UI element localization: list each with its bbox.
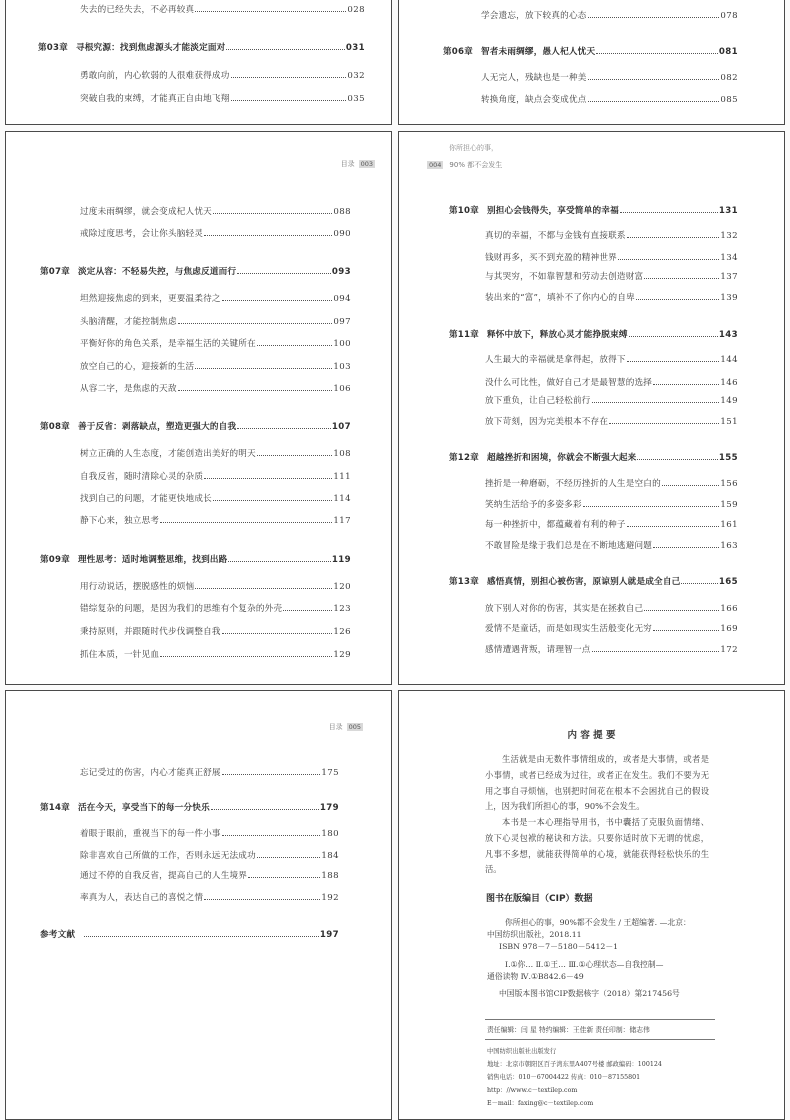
divider xyxy=(485,1039,715,1040)
cip-entry: 中国纺织出版社，2018.11 xyxy=(487,930,582,939)
toc-entry: 放下别人对你的伤害，其实是在拯救自己 166 xyxy=(485,604,738,614)
toc-entry: 放下苛刻，因为完美根本不存在 151 xyxy=(485,417,738,427)
toc-chapter: 第08章 善于反省：剥落缺点，塑造更强大的自我 107 xyxy=(40,422,351,432)
editor-credits: 责任编辑：闫 星 特约编辑：王佳新 责任印制：储志伟 xyxy=(487,1026,650,1034)
page-toc-4 xyxy=(398,131,785,685)
toc-entry: 找到自己的问题，才能更快地成长 114 xyxy=(80,494,351,504)
toc-chapter: 参考文献 197 xyxy=(40,930,339,940)
toc-entry: 率真为人，表达自己的喜悦之情 192 xyxy=(80,893,339,903)
toc-entry: 戒除过度思考，会让你头脑轻灵 090 xyxy=(80,229,351,239)
publisher-info: E－mail：faxing@c－textilep.com xyxy=(487,1100,594,1107)
publisher-info: 地址：北京市朝阳区百子湾东里A407号楼 邮政编码：100124 xyxy=(487,1061,662,1068)
toc-chapter: 第09章 理性思考：适时地调整思维，找到出路 119 xyxy=(40,555,351,565)
cip-entry: ISBN 978－7－5180－5412－1 xyxy=(499,942,619,951)
toc-chapter: 第07章 淡定从容：不轻易失控，与焦虑反道而行 093 xyxy=(40,267,351,277)
toc-entry: 挫折是一种磨砺，不经历挫折的人生是空白的 156 xyxy=(485,479,738,489)
publisher-info: 中国纺织出版社出版发行 xyxy=(487,1048,557,1055)
toc-entry: 不敢冒险是缘于我们总是在不断地逃避问题 163 xyxy=(485,541,738,551)
header-page-number: 004 xyxy=(429,161,442,169)
toc-chapter: 第13章 感悟真情，别担心被伤害，原谅别人就是成全自己 165 xyxy=(449,577,738,587)
toc-entry: 通过不停的自我反省，提高自己的人生境界 188 xyxy=(80,871,339,881)
toc-entry: 过度未雨绸缪，就会变成杞人忧天 088 xyxy=(80,207,351,217)
publisher-info: http：//www.c－textilep.com xyxy=(487,1087,578,1094)
page-toc-3 xyxy=(5,131,392,685)
toc-entry: 突破自我的束缚，才能真正自由地飞翔 035 xyxy=(80,94,365,104)
running-header-sub: 004 90% 都不会发生 xyxy=(429,161,503,169)
toc-entry: 人生最大的幸福就是拿得起，放得下 144 xyxy=(485,355,738,365)
toc-entry: 坦然迎接焦虑的到来，更要温柔待之 094 xyxy=(80,294,351,304)
toc-entry: 从容二字，是焦虑的天敌 106 xyxy=(80,384,351,394)
toc-entry: 钱财再多，买不到充盈的精神世界 134 xyxy=(485,253,738,263)
toc-entry: 忘记受过的伤害，内心才能真正舒展 175 xyxy=(80,768,339,778)
toc-entry: 装出来的“富”，填补不了你内心的自卑 139 xyxy=(485,293,738,303)
toc-entry: 感情遭遇背叛，请理智一点 172 xyxy=(485,645,738,655)
cip-entry: 你所担心的事，90%都不会发生 / 王超编著. —北京： xyxy=(505,918,691,927)
toc-entry: 真切的幸福，不都与金钱有直接联系 132 xyxy=(485,231,738,241)
summary-title: 内 容 提 要 xyxy=(567,730,616,741)
divider xyxy=(485,1019,715,1020)
toc-entry: 静下心来，独立思考 117 xyxy=(80,516,351,526)
toc-chapter: 第06章 智者未雨绸缪，愚人杞人忧天 081 xyxy=(443,47,738,57)
page-copyright xyxy=(398,690,785,1120)
toc-entry: 勇敢向前，内心软弱的人很难获得成功 032 xyxy=(80,71,365,81)
page-toc-2 xyxy=(398,0,785,125)
toc-entry: 每一种挫折中，都蕴藏着有利的种子 161 xyxy=(485,520,738,530)
cip-number: 中国版本图书馆CIP数据核字（2018）第217456号 xyxy=(499,989,680,998)
page-toc-5 xyxy=(5,690,392,1120)
toc-chapter: 第11章 释怀中放下，释放心灵才能挣脱束缚 143 xyxy=(449,330,738,340)
toc-entry: 笑纳生活给予的多姿多彩 159 xyxy=(485,500,738,510)
toc-entry: 没什么可比性，做好自己才是最智慧的选择 146 xyxy=(485,378,738,388)
toc-entry: 树立正确的人生态度，才能创造出美好的明天 108 xyxy=(80,449,351,459)
toc-entry: 错综复杂的问题，是因为我们的思维有个复杂的外壳 123 xyxy=(80,604,351,614)
toc-entry: 转换角度，缺点会变成优点 085 xyxy=(481,95,738,105)
toc-entry: 除非喜欢自己所做的工作，否则永远无法成功 184 xyxy=(80,851,339,861)
cip-class: 通俗读物 Ⅳ.①B842.6－49 xyxy=(487,972,584,981)
toc-entry: 爱情不是童话，而是如现实生活般变化无穷 169 xyxy=(485,624,738,634)
toc-entry: 头脑清醒，才能控制焦虑 097 xyxy=(80,317,351,327)
toc-entry: 抓住本质，一针见血 129 xyxy=(80,650,351,660)
toc-chapter: 第10章 别担心会钱得失，享受简单的幸福 131 xyxy=(449,206,738,216)
summary-paragraph: 生活就是由无数件事情组成的，或者是大事情，或者是小事情，或者已经成为过往，或者正在发生。我们不要为无用之事自寻烦恼，也别把时间花在根本不会困扰自己的假设上，因为我们所担心的事，90%不会发生。 xyxy=(485,754,709,812)
running-header: 目录 003 xyxy=(340,160,373,168)
publisher-info: 销售电话：010－67004422 传真：010－87155801 xyxy=(487,1074,641,1081)
toc-entry: 用行动说话，摆脱感性的烦恼 120 xyxy=(80,582,351,592)
header-page-number: 003 xyxy=(360,160,373,168)
toc-entry: 学会遗忘，放下较真的心态 078 xyxy=(481,11,738,21)
toc-chapter: 第14章 活在今天，享受当下的每一分快乐 179 xyxy=(40,803,339,813)
toc-entry: 平衡好你的角色关系，是幸福生活的关键所在 100 xyxy=(80,339,351,349)
running-header: 目录 005 xyxy=(328,723,361,731)
toc-entry: 着眼于眼前，重视当下的每一件小事 180 xyxy=(80,829,339,839)
toc-entry: 人无完人，残缺也是一种美 082 xyxy=(481,73,738,83)
summary-paragraph: 本书是一本心理指导用书，书中囊括了克服负面情绪、放下心灵包袱的秘诀和方法。只要你适时放下无谓的忧虑，凡事不多想，就能获得简单的心境，就能获得轻松快乐的生活。 xyxy=(485,817,709,875)
toc-chapter: 第03章 寻根究源：找到焦虑源头才能淡定面对 031 xyxy=(38,43,365,53)
toc-entry: 自我反省，随时清除心灵的杂质 111 xyxy=(80,472,351,482)
toc-entry: 秉持原则，并跟随时代步伐调整自我 126 xyxy=(80,627,351,637)
toc-chapter: 第12章 超越挫折和困境，你就会不断强大起来 155 xyxy=(449,453,738,463)
toc-entry: 与其哭穷，不如靠智慧和劳动去创造财富 137 xyxy=(485,272,738,282)
cip-title: 图书在版编目（CIP）数据 xyxy=(486,894,593,904)
page-toc-1 xyxy=(5,0,392,125)
header-page-number: 005 xyxy=(348,723,361,731)
toc-entry: 放下重负，让自己轻松前行 149 xyxy=(485,396,738,406)
running-header: 你所担心的事， xyxy=(449,144,498,152)
cip-class: Ⅰ.①你… Ⅱ.①王… Ⅲ.①心理状态—自我控制— xyxy=(505,960,664,969)
toc-entry: 失去的已经失去，不必再较真 028 xyxy=(80,5,365,15)
toc-entry: 放空自己的心，迎接新的生活 103 xyxy=(80,362,351,372)
